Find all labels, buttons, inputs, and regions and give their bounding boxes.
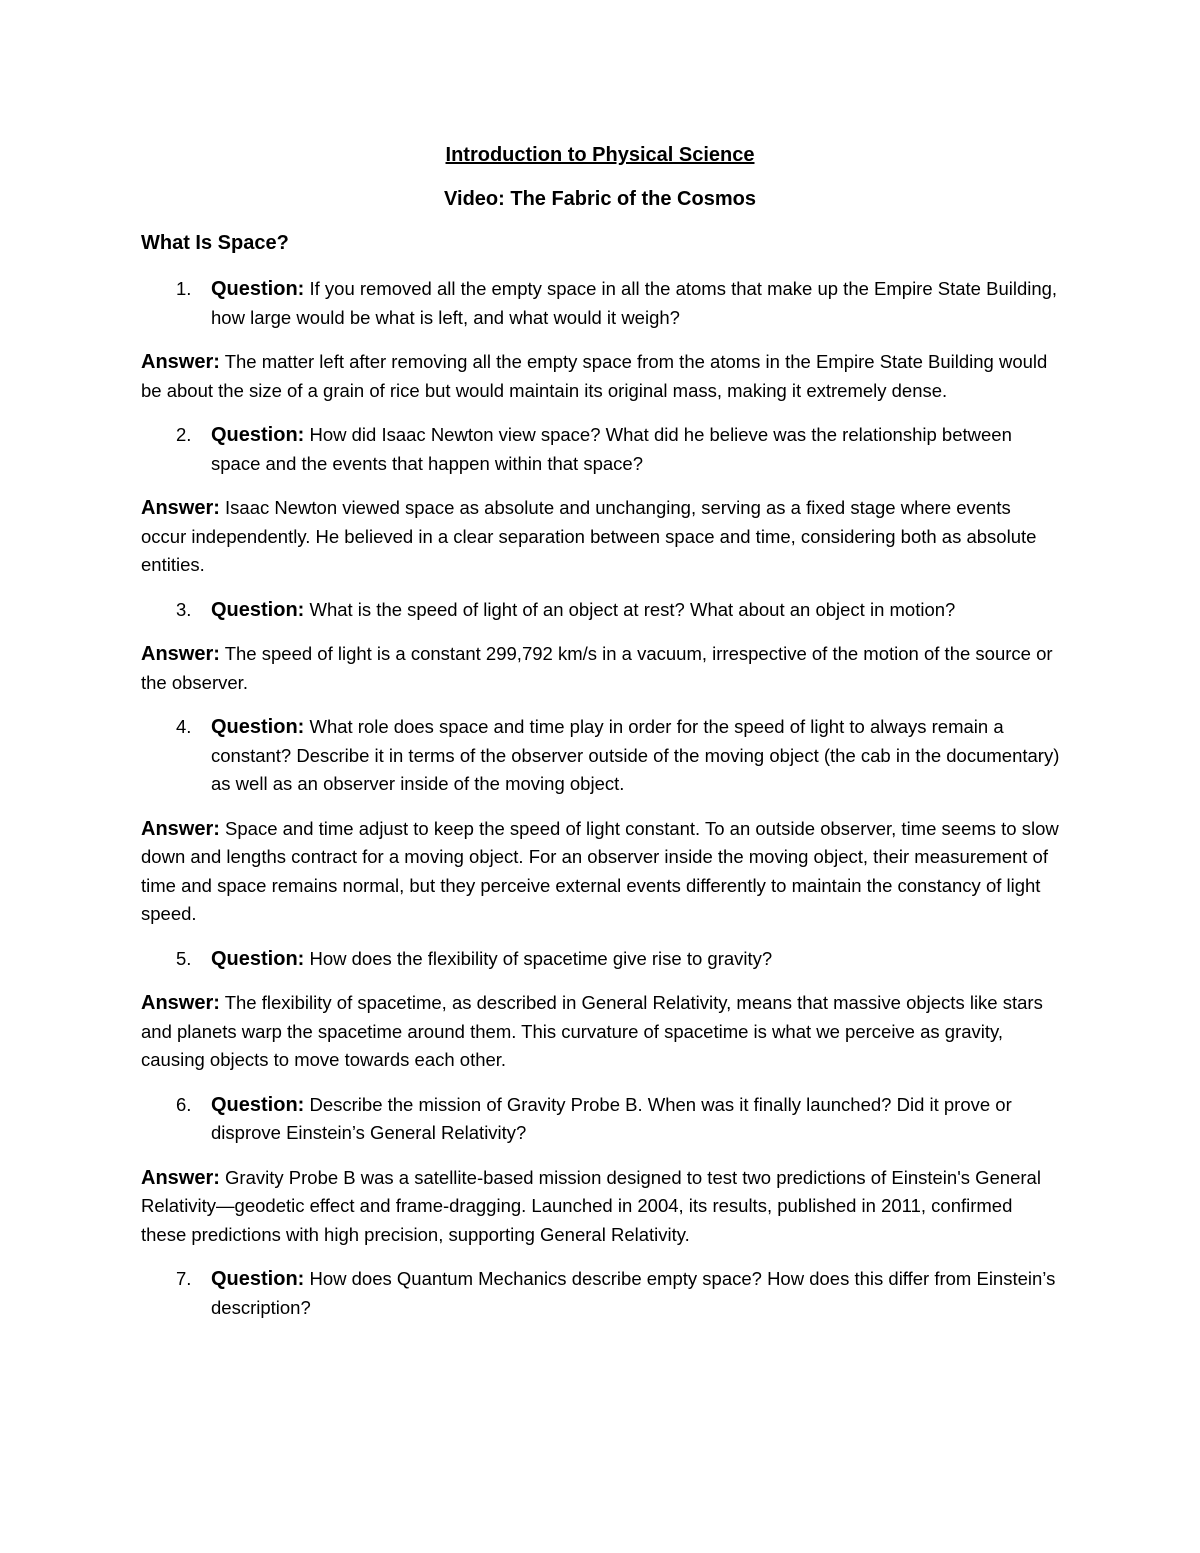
question-number: 4. xyxy=(176,716,192,737)
question-label: Question: xyxy=(211,947,305,970)
answer-label: Answer: xyxy=(141,992,220,1014)
question-number: 5. xyxy=(176,947,192,969)
section-heading: What Is Space? xyxy=(141,232,289,254)
question-number: 6. xyxy=(176,1093,192,1115)
document-subtitle: Video: The Fabric of the Cosmos xyxy=(444,188,756,210)
question-answer-list xyxy=(141,275,1061,1338)
question-number: 2. xyxy=(176,424,192,445)
answer-text: Space and time adjust to keep the speed of light constant. To an outside observer, time seems to slow down and lengths contract for a moving object. For an observer inside the moving object, their measurement of time and space remains normal, but they perceive external events differently to maintain the constancy of light speed. xyxy=(141,817,1059,924)
answer-label: Answer: xyxy=(141,1166,220,1189)
question-label: Question: xyxy=(211,1268,305,1290)
answer-label: Answer: xyxy=(141,351,220,373)
question-label: Question: xyxy=(211,716,305,738)
question-text: How did Isaac Newton view space? What did he believe was the relationship between space and the events that happen within that space? xyxy=(211,424,1012,474)
answer-label: Answer: xyxy=(141,497,220,519)
question-text: If you removed all the empty space in all the atoms that make up the Empire State Building, how large would be what is left, and what would it weigh? xyxy=(211,278,1058,328)
answer-text: Isaac Newton viewed space as absolute and unchanging, serving as a fixed stage where events occur independently. He believed in a clear separation between space and time, considering both as absolute entities. xyxy=(141,497,1037,575)
question-label: Question: xyxy=(211,424,305,446)
document-title: Introduction to Physical Science xyxy=(445,144,755,166)
answer-item xyxy=(141,494,1061,580)
question-item xyxy=(141,421,1061,478)
answer-text: Gravity Probe B was a satellite-based mission designed to test two predictions of Einstein's General Relativity—geodetic effect and frame-dragging. Launched in 2004, its results, published in 2011, confirmed these predictions with high precision, supporting General Relativity. xyxy=(141,1166,1041,1245)
answer-label: Answer: xyxy=(141,643,220,665)
question-label: Question: xyxy=(211,598,305,621)
question-text: Describe the mission of Gravity Probe B. When was it finally launched? Did it prove or disprove Einstein’s General Relativity? xyxy=(211,1093,1012,1143)
question-item xyxy=(141,1265,1061,1322)
question-item xyxy=(141,945,1061,974)
question-item xyxy=(141,275,1061,332)
question-text: What role does space and time play in order for the speed of light to always remain a constant? Describe it in terms of the observer outside of the moving object (the cab in the documentary) as well as an observer inside of the moving object. xyxy=(211,716,1060,794)
answer-item xyxy=(141,1164,1061,1250)
question-number: 7. xyxy=(176,1268,192,1289)
answer-text: The speed of light is a constant 299,792 km/s in a vacuum, irrespective of the motion of the source or the observer. xyxy=(141,643,1053,693)
question-label: Question: xyxy=(211,1093,305,1116)
question-text: How does the flexibility of spacetime give rise to gravity? xyxy=(309,947,773,969)
answer-text: The flexibility of spacetime, as described in General Relativity, means that massive objects like stars and planets warp the spacetime around them. This curvature of spacetime is what we perceive as gravity, causing objects to move towards each other. xyxy=(141,992,1043,1070)
answer-item xyxy=(141,348,1061,405)
answer-label: Answer: xyxy=(141,817,220,840)
question-label: Question: xyxy=(211,278,305,300)
answer-item xyxy=(141,640,1061,697)
question-item xyxy=(141,713,1061,799)
answer-item xyxy=(141,989,1061,1075)
answer-item xyxy=(141,815,1061,929)
question-number: 3. xyxy=(176,598,192,620)
question-text: How does Quantum Mechanics describe empty space? How does this differ from Einstein’s description? xyxy=(211,1268,1056,1318)
question-item xyxy=(141,1091,1061,1148)
answer-text: The matter left after removing all the empty space from the atoms in the Empire State Building would be about the size of a grain of rice but would maintain its original mass, making it extremely dense. xyxy=(141,351,1048,401)
question-number: 1. xyxy=(176,278,192,299)
question-item xyxy=(141,596,1061,625)
question-text: What is the speed of light of an object at rest? What about an object in motion? xyxy=(309,598,956,620)
